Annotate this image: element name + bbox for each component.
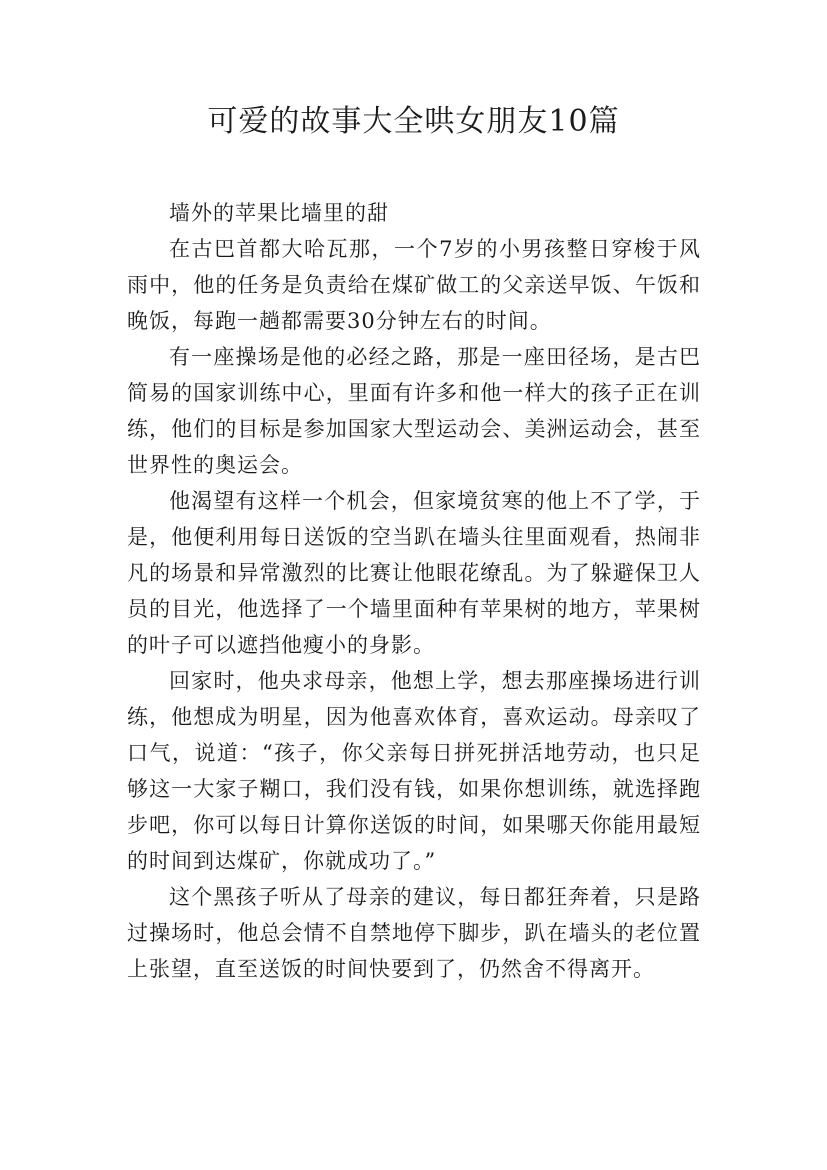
document-body bbox=[127, 195, 701, 987]
paragraph: 回家时，他央求母亲，他想上学，想去那座操场进行训练，他想成为明星，因为他喜欢体育，喜欢运动。母亲叹了口气，说道：“孩子，你父亲每日拼死拼活地劳动，也只足够这一大家子糊口，我们没有钱，如果你想训练，就选择跑步吧，你可以每日计算你送饭的时间，如果哪天你能用最短的时间到达煤矿，你就成功了。” bbox=[127, 669, 701, 873]
story-subtitle: 墙外的苹果比墙里的甜 bbox=[169, 201, 389, 225]
paragraph: 这个黑孩子听从了母亲的建议，每日都狂奔着，只是路过操场时，他总会情不自禁地停下脚步，趴在墙头的老位置上张望，直至送饭的时间快要到了，仍然舍不得离开。 bbox=[127, 885, 701, 981]
paragraph: 他渴望有这样一个机会，但家境贫寒的他上不了学，于是，他便利用每日送饭的空当趴在墙头往里面观看，热闹非凡的场景和异常激烈的比赛让他眼花缭乱。为了躲避保卫人员的目光，他选择了一个墙里面种有苹果树的地方，苹果树的叶子可以遮挡他瘦小的身影。 bbox=[127, 489, 701, 657]
paragraph: 在古巴首都大哈瓦那，一个7岁的小男孩整日穿梭于风雨中，他的任务是负责给在煤矿做工的父亲送早饭、午饭和晚饭，每跑一趟都需要30分钟左右的时间。 bbox=[127, 237, 701, 333]
document-title: 可爱的故事大全哄女朋友10篇 bbox=[207, 104, 620, 139]
paragraph: 有一座操场是他的必经之路，那是一座田径场，是古巴简易的国家训练中心，里面有许多和他一样大的孩子正在训练，他们的目标是参加国家大型运动会、美洲运动会，甚至世界性的奥运会。 bbox=[127, 345, 701, 477]
